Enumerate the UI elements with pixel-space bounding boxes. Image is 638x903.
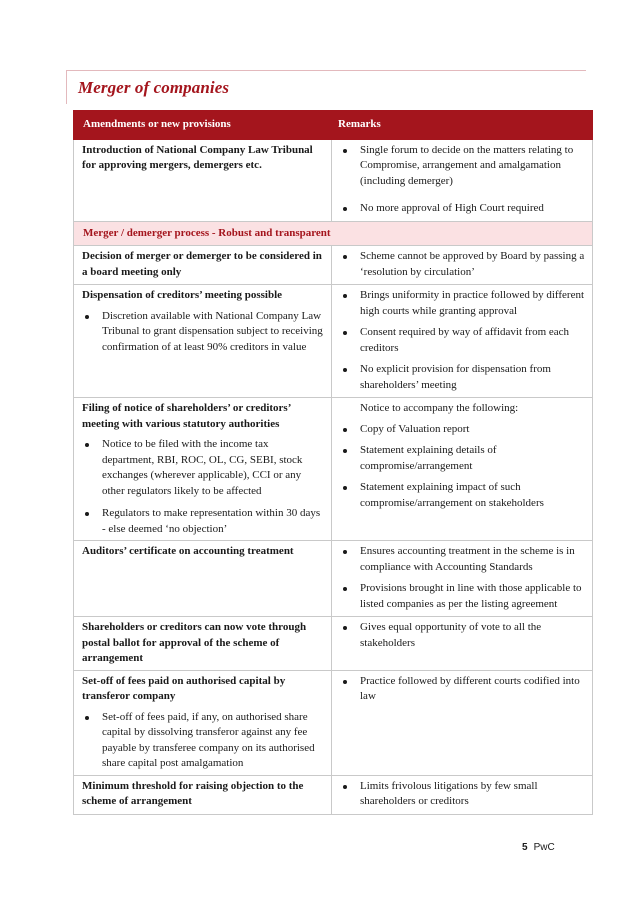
table-row <box>74 246 593 285</box>
row-remarks <box>332 398 593 541</box>
row-provision <box>74 139 332 221</box>
table-row <box>74 398 593 541</box>
provision-detail: Set-off of fees paid, if any, on authorised share capital by dissolving transferor against any fee payable by transferee company on its authorised share capital post amalgamation <box>82 710 323 772</box>
remark-item: Single forum to decide on the matters relating to Compromise, arrangement and amalgamation (including demerger) <box>340 143 586 190</box>
provision-title: Auditors’ certificate on accounting treatment <box>82 545 294 557</box>
provision-title: Minimum threshold for raising objection to the scheme of arrangement <box>82 779 304 807</box>
remark-item: Statement explaining impact of such compromise/arrangement on stakeholders <box>340 480 586 511</box>
remarks-list <box>340 422 586 512</box>
header-remarks: Remarks <box>332 111 593 140</box>
row-remarks <box>332 617 593 671</box>
provision-title: Filing of notice of shareholders’ or creditors’ meeting with various statutory authorities <box>82 402 291 430</box>
row-provision <box>74 285 332 398</box>
page-number: 5 <box>522 842 528 853</box>
table-row <box>74 541 593 617</box>
row-remarks <box>332 139 593 221</box>
table-row <box>74 285 593 398</box>
provision-title: Set-off of fees paid on authorised capital by transferor company <box>82 674 286 702</box>
row-provision <box>74 617 332 671</box>
remark-item: Statement explaining details of compromise/arrangement <box>340 443 586 474</box>
row-provision <box>74 670 332 775</box>
provision-detail: Regulators to make representation within 30 days - else deemed ‘no objection’ <box>82 506 323 537</box>
provision-title: Shareholders or creditors can now vote through postal ballot for approval of the scheme of arrangement <box>82 621 307 664</box>
header-rule-vertical <box>66 70 67 104</box>
remarks-list <box>340 674 586 705</box>
provision-title: Decision of merger or demerger to be considered in a board meeting only <box>82 250 322 278</box>
brand-name: PwC <box>533 842 555 853</box>
remarks-list <box>340 544 586 612</box>
header-rule <box>66 70 586 71</box>
remark-item: Limits frivolous litigations by few small shareholders or creditors <box>340 779 586 810</box>
row-remarks <box>332 541 593 617</box>
section-heading: Merger / demerger process - Robust and transparent <box>74 221 593 246</box>
table-row <box>74 775 593 814</box>
provision-detail: Notice to be filed with the income tax department, RBI, ROC, OL, CG, SEBI, stock exchanges (wherever applicable), CCI or any other regulators likely to be affected <box>82 437 323 499</box>
row-remarks <box>332 246 593 285</box>
table-row <box>74 139 593 221</box>
table-row <box>74 617 593 671</box>
row-provision <box>74 246 332 285</box>
remark-item: Brings uniformity in practice followed by different high courts while granting approval <box>340 288 586 319</box>
remarks-list <box>340 143 586 217</box>
remark-item: No more approval of High Court required <box>340 201 586 217</box>
remark-item: No explicit provision for dispensation from shareholders’ meeting <box>340 362 586 393</box>
page-title: Merger of companies <box>78 78 230 97</box>
provision-details <box>82 309 323 356</box>
header-amendments: Amendments or new provisions <box>74 111 332 140</box>
merger-table <box>73 110 593 815</box>
remark-item: Consent required by way of affidavit from each creditors <box>340 325 586 356</box>
remarks-list <box>340 288 586 393</box>
provision-title: Dispensation of creditors’ meeting possible <box>82 289 283 301</box>
remark-item: Practice followed by different courts codified into law <box>340 674 586 705</box>
provision-title: Introduction of National Company Law Tribunal for approving mergers, demergers etc. <box>82 143 313 171</box>
table-header-row <box>74 111 593 140</box>
remark-item: Provisions brought in line with those applicable to listed companies as per the listing agreement <box>340 581 586 612</box>
row-provision <box>74 398 332 541</box>
row-remarks <box>332 285 593 398</box>
remark-item: Scheme cannot be approved by Board by passing a ‘resolution by circulation’ <box>340 249 586 280</box>
provision-details <box>82 437 323 537</box>
table-row <box>74 670 593 775</box>
row-provision <box>74 775 332 814</box>
page-footer <box>522 842 555 853</box>
remarks-list <box>340 249 586 280</box>
remark-item: Ensures accounting treatment in the scheme is in compliance with Accounting Standards <box>340 544 586 575</box>
remarks-list <box>340 779 586 810</box>
provision-details <box>82 710 323 772</box>
remarks-list <box>340 620 586 651</box>
section-row <box>74 221 593 246</box>
row-remarks <box>332 775 593 814</box>
remark-item: Gives equal opportunity of vote to all the stakeholders <box>340 620 586 651</box>
row-remarks <box>332 670 593 775</box>
remarks-intro: Notice to accompany the following: <box>360 402 519 414</box>
remark-item: Copy of Valuation report <box>340 422 586 438</box>
provision-detail: Discretion available with National Company Law Tribunal to grant dispensation subject to receiving confirmation of at least 90% creditors in value <box>82 309 323 356</box>
row-provision <box>74 541 332 617</box>
